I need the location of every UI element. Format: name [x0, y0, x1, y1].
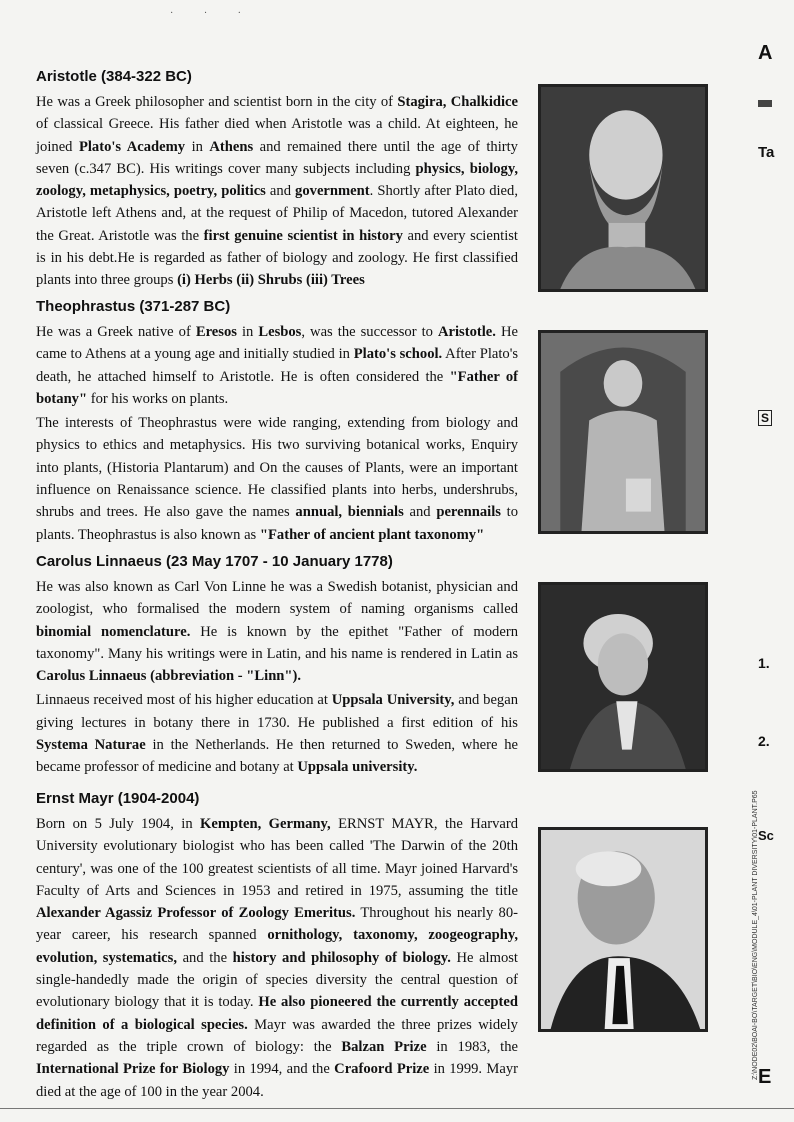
text-run: , was the successor to — [301, 324, 438, 340]
bold-term: Stagira, Chalkidice — [397, 94, 519, 110]
theophrastus-statue-photo — [538, 330, 708, 534]
bold-term: Crafoord Prize — [334, 1061, 430, 1078]
text-run: After Plato's death, he attached himself to Aristotle. He is often considered the — [36, 346, 519, 385]
bold-term: ornithology, taxonomy, zoogeography, evolution, systematics, — [36, 927, 518, 966]
section-paragraph — [36, 576, 518, 687]
bold-term: annual, biennials — [295, 504, 404, 521]
edge-number-1: 1. — [758, 655, 770, 671]
section-paragraph — [36, 813, 518, 1103]
bottom-rule — [0, 1108, 794, 1109]
text-run: for his works on plants. — [87, 390, 229, 407]
bold-term: Uppsala university. — [297, 759, 418, 776]
bold-term: first genuine scientist in history — [203, 227, 403, 244]
text-run: and began giving lectures in botany there in 1730. He published a first edition of his — [36, 692, 518, 731]
bold-term: Carolus Linnaeus (abbreviation - "Linn"). — [36, 668, 302, 685]
side-file-path: Z:\NODE02\BOAI-BO\TARGET\BIO\ENG\MODULE_4\01-PLANT DIVERSITY\01-PLANT.P65 — [752, 790, 759, 1080]
bold-term: Plato's Academy — [78, 138, 186, 155]
text-run: in 1994, and the — [229, 1061, 335, 1078]
text-run: ERNST MAYR, the Harvard University evolutionary biologist who has been called 'The Darwin of the 20th century', was one of the 100 greatest scientists of all time. Mayr joined Harvard's Faculty of Arts and Sciences in 1953 and retired in 1975, assuming the title — [36, 816, 519, 899]
section-heading: Theophrastus (371-287 BC) — [36, 298, 231, 315]
bold-term: Systema Naturae — [36, 737, 146, 754]
edge-stamp: S — [758, 410, 772, 426]
text-run: of classical Greece. His father died when Aristotle was a child. At eighteen, he joined — [36, 116, 518, 155]
text-run: to plants. Theophrastus is also known as — [36, 504, 519, 543]
section-paragraph — [36, 412, 518, 546]
ernst-mayr-photo — [538, 827, 708, 1032]
bold-term: history and philosophy of biology. — [232, 949, 451, 966]
bold-term: Aristotle. — [437, 324, 496, 340]
text-run: He was also known as Carl Von Linne he was a Swedish botanist, physician and zoologist, who formalised the modern system of naming organisms called — [36, 579, 518, 618]
bold-term: physics, biology, zoology, metaphysics, poetry, politics — [36, 160, 518, 200]
text-run: The interests of Theophrastus were wide ranging, extending from biology and physics to ethics and metaphysics. His two surviving botanical works, Enquiry into plants, (Historia Plantarum) and On the causes of Plants, were an important influence on Renaissance science. He classified plants into herbs, undershrubs, shrubs and trees. He also gave the names — [36, 415, 518, 521]
bold-term: Uppsala University, — [331, 692, 455, 709]
section-ernst-mayr — [36, 790, 518, 1103]
text-run: . Shortly after Plato died, Aristotle left Athens and, at the request of Philip of Macedon, tutored Alexander the Great. Aristotle was the — [36, 183, 518, 244]
bold-term: Alexander Agassiz Professor of Zoology Emeritus. — [36, 905, 356, 922]
section-heading: Ernst Mayr (1904-2004) — [36, 790, 200, 807]
linnaeus-portrait-photo — [538, 582, 708, 772]
bold-term: Eresos — [195, 324, 237, 340]
text-run: and — [265, 183, 296, 200]
bold-term: government — [295, 183, 370, 200]
bold-term: Plato's school. — [353, 346, 443, 363]
bold-term: Lesbos — [258, 324, 302, 340]
text-run: in the Netherlands. He then returned to Sweden, where he became professor of medicine and botany at — [36, 737, 518, 776]
text-run: and remained there until the age of thirty seven (c.347 BC). His writings cover many subjects including — [36, 138, 518, 177]
text-run: and every scientist is in his debt.He is regarded as father of biology and zoology. He first classified plants into three groups — [36, 227, 518, 289]
bold-term: He also pioneered the currently accepted definition of a biological species. — [36, 994, 518, 1033]
edge-sc-text: Sc — [758, 828, 774, 843]
text-run: He almost single-handedly made the origin of species diversity the central question of evolutionary biology that it is today. — [36, 949, 518, 1011]
bold-term: (i) Herbs (ii) Shrubs (iii) Trees — [177, 272, 365, 289]
bold-term: perennails — [436, 504, 501, 521]
aristotle-bust-photo — [538, 84, 708, 292]
section-heading: Carolus Linnaeus (23 May 1707 - 10 January 1778) — [36, 553, 393, 570]
text-run: Throughout his nearly 80-year career, his research spanned — [36, 905, 518, 944]
section-aristotle — [36, 68, 518, 292]
section-theophrastus — [36, 298, 518, 546]
text-run: Linnaeus received most of his higher education at — [36, 692, 332, 709]
text-run: in 1983, the — [426, 1038, 518, 1055]
bold-term: Athens — [209, 138, 254, 155]
section-paragraph — [36, 689, 518, 778]
edge-letter-top: A — [758, 42, 773, 64]
bold-term: "Father of botany" — [36, 368, 518, 407]
text-run: He was a Greek philosopher and scientist born in the city of — [36, 94, 398, 110]
scan-specks: · · · — [170, 8, 255, 19]
text-run: Mayr was awarded the three prizes widely regarded as the triple crown of biology: the — [36, 1016, 518, 1055]
bold-term: Kempten, Germany, — [200, 816, 331, 832]
bold-term: International Prize for Biology — [36, 1061, 230, 1078]
text-run: and — [403, 504, 437, 521]
text-run: He was a Greek native of — [36, 324, 196, 340]
bold-term: Balzan Prize — [341, 1038, 427, 1055]
text-run: He came to Athens at a young age and initially studied in — [36, 324, 518, 363]
bold-term: binomial nomenclature. — [36, 623, 191, 640]
text-run: in — [185, 138, 210, 155]
text-run: in — [236, 324, 259, 340]
text-run: He is known by the epithet "Father of modern taxonomy". Many his writings were in Latin, and his name is rendered in Latin as — [36, 623, 518, 662]
text-run: Born on 5 July 1904, in — [36, 816, 201, 832]
section-heading: Aristotle (384-322 BC) — [36, 68, 192, 85]
section-paragraph — [36, 321, 518, 410]
bold-term: "Father of ancient plant taxonomy" — [259, 526, 485, 543]
edge-number-2: 2. — [758, 733, 770, 749]
section-linnaeus — [36, 553, 518, 779]
edge-letter-bottom: E — [758, 1066, 772, 1088]
edge-tab-text: Ta — [758, 144, 775, 161]
section-paragraph — [36, 91, 518, 292]
text-run: and the — [176, 949, 233, 966]
edge-mark — [758, 100, 772, 107]
text-run: in 1999. Mayr died at the age of 100 in the year 2004. — [36, 1061, 519, 1100]
